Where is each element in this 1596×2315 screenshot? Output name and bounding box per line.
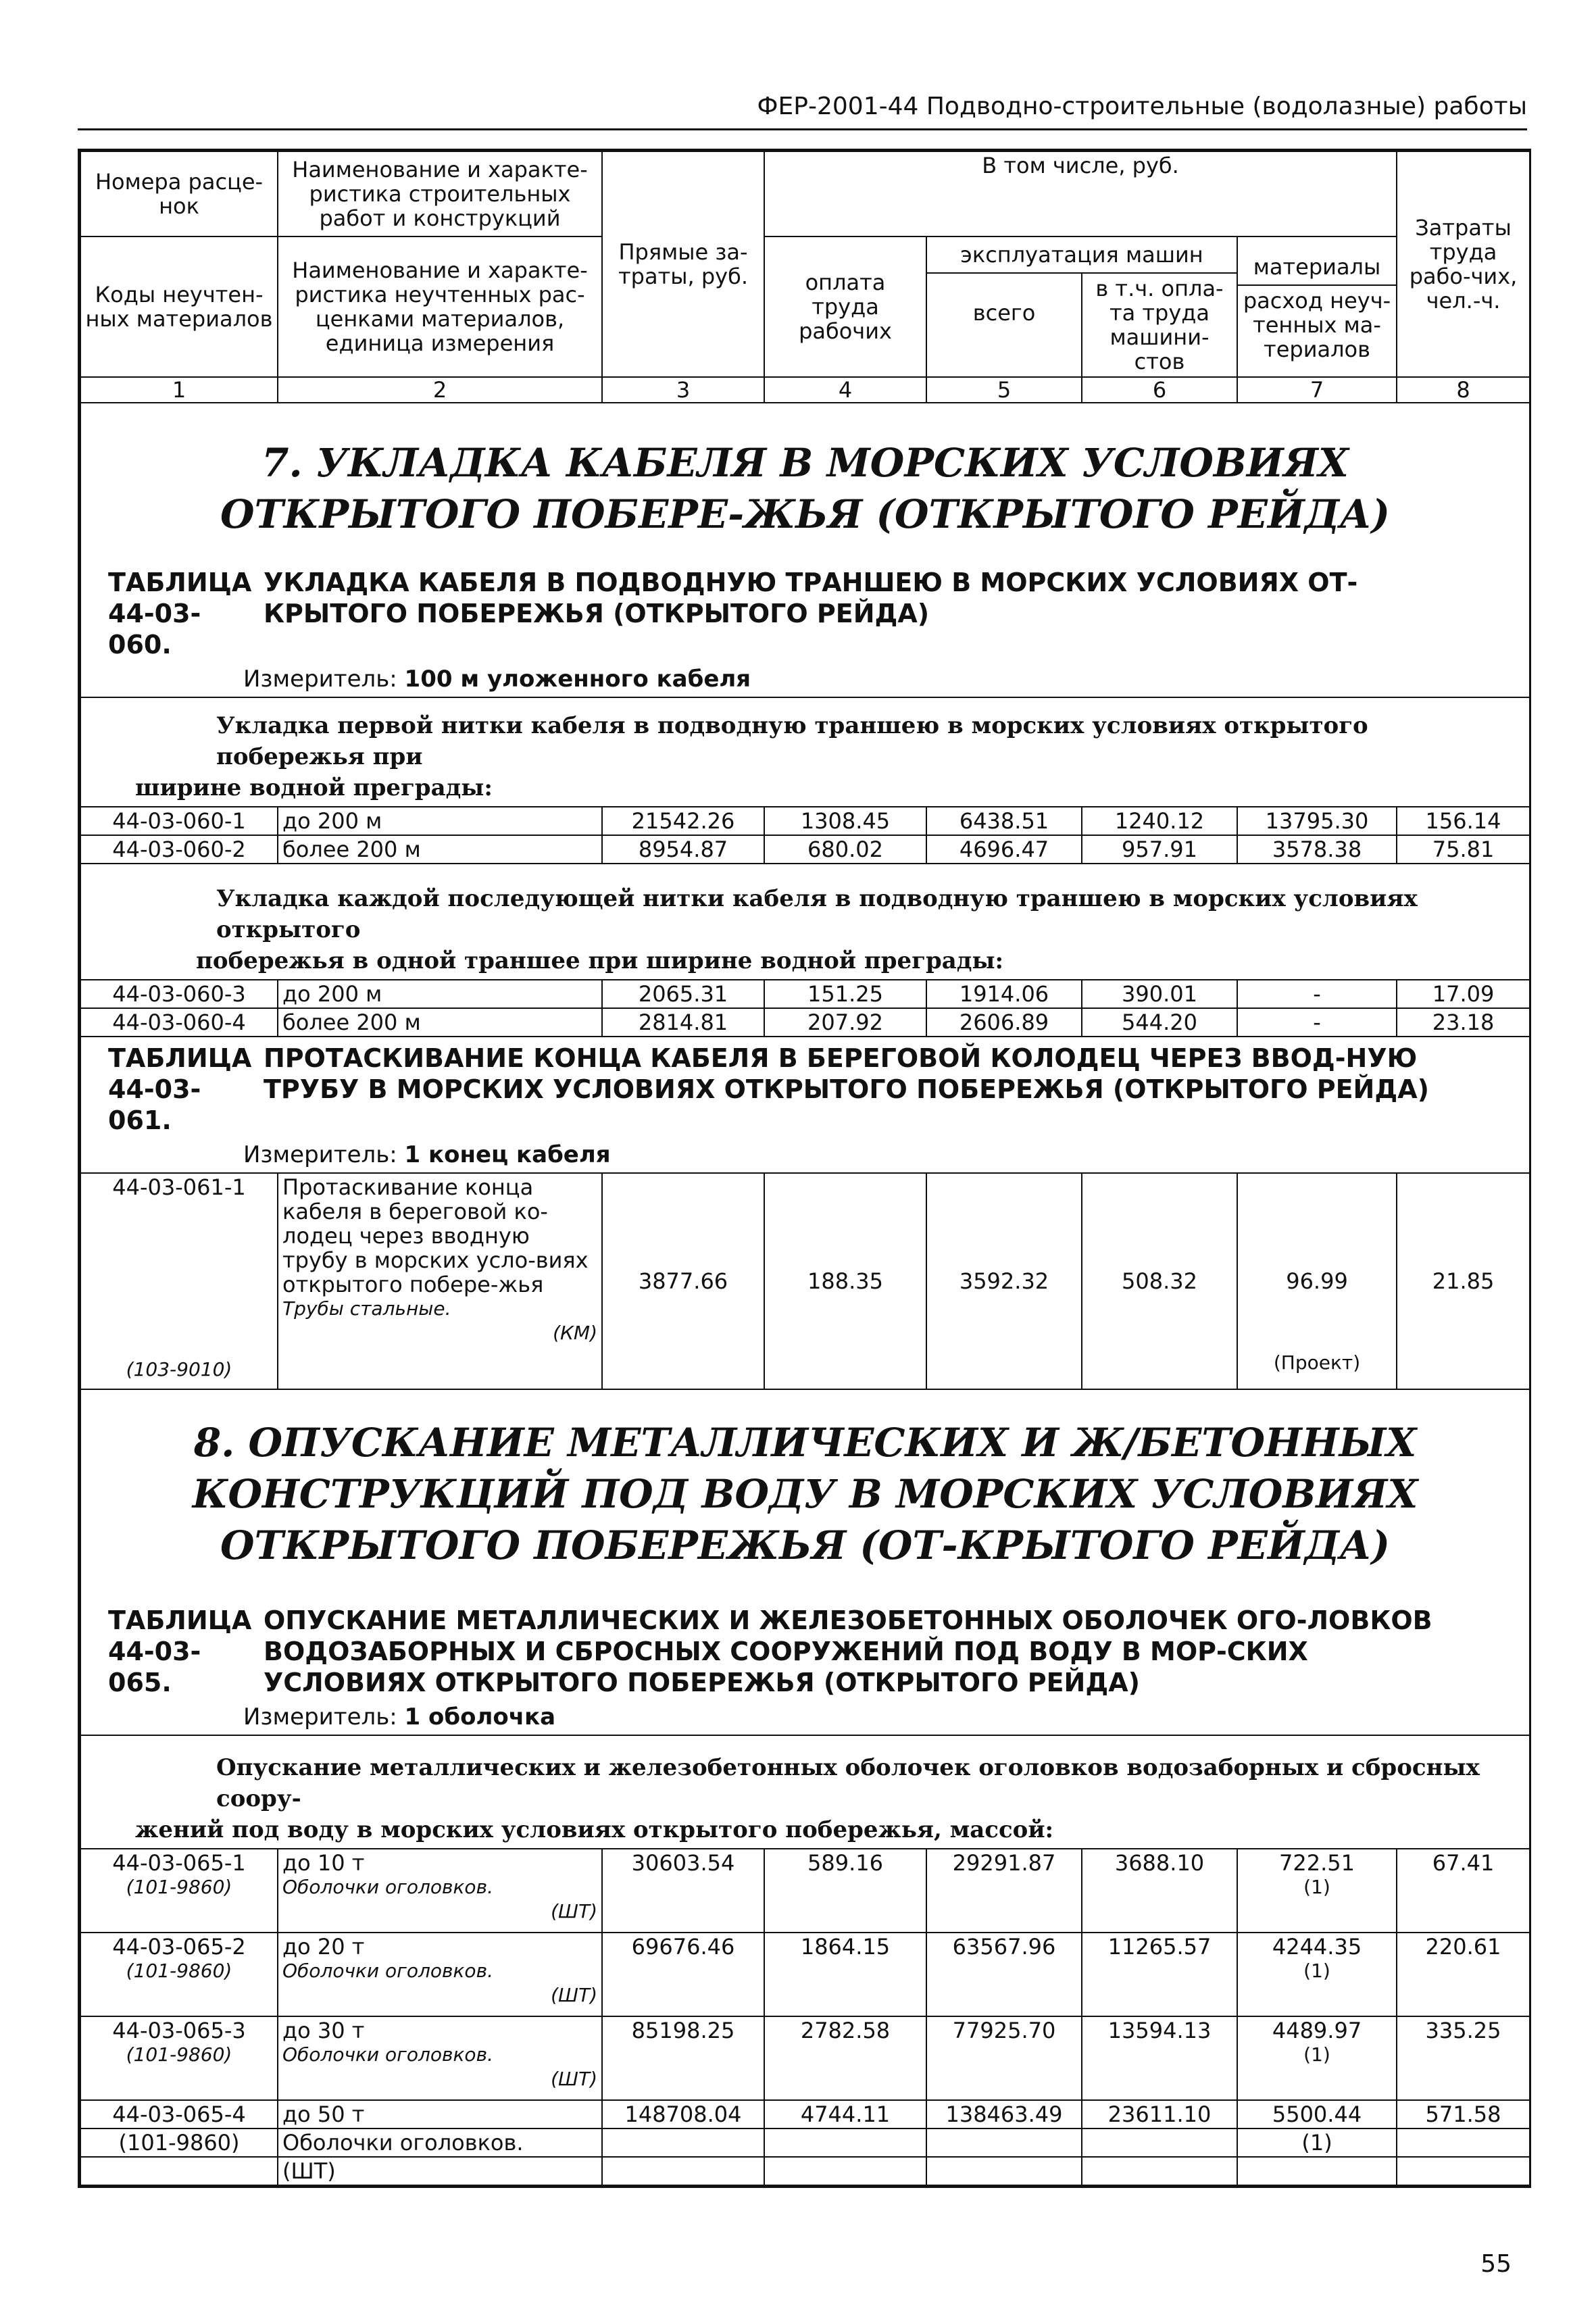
table-065-measure: [81, 1698, 1529, 1735]
table-060-title: [81, 567, 1529, 660]
row-labor-hours: 21.85: [1397, 1173, 1530, 1389]
row-materials: [1237, 1173, 1397, 1389]
section-7-title: 7. УКЛАДКА КАБЕЛЯ В МОРСКИХ УСЛОВИЯХ ОТКРЫТОГО ПОБЕРЕ-ЖЬЯ (ОТКРЫТОГО РЕЙДА): [220, 440, 1391, 537]
row-direct-cost: 21542.26: [602, 807, 764, 835]
table-row: [80, 835, 1530, 864]
measure-label: Измеритель:: [243, 1703, 397, 1731]
material-qty: (1): [1303, 2043, 1330, 2066]
group-title-line: Укладка каждой последующей нитки кабеля в подводную траншею в морских условиях открытого: [216, 885, 1418, 943]
row-name-text: до 30 т: [282, 2018, 365, 2043]
table-065-title: [81, 1591, 1529, 1698]
row-direct-cost: 2065.31: [602, 980, 764, 1008]
group-060-first-thread: [81, 698, 1529, 806]
row-machines: 2606.89: [926, 1008, 1082, 1037]
row-machinist-wages: 508.32: [1082, 1173, 1237, 1389]
col-header-name: Наименование и характе-ристика строительных работ и конструкций: [278, 151, 602, 237]
col-header-materials-group: [1237, 237, 1397, 377]
row-labor-hours: 75.81: [1397, 835, 1530, 864]
row-wages: 207.92: [764, 1008, 926, 1037]
table-061-title: [81, 1043, 1529, 1136]
row-materials-value: 4244.35: [1272, 1934, 1362, 1960]
measure-value: 1 оболочка: [404, 1703, 556, 1731]
row-machines: 138463.49: [926, 2100, 1082, 2129]
row-code: [80, 1933, 278, 2016]
price-table: [78, 149, 1531, 2188]
row-name: более 200 м: [278, 1008, 602, 1037]
col-header-unaccounted-materials: расход неуч-тенных ма-териалов: [1243, 288, 1391, 362]
row-materials: -: [1237, 980, 1397, 1008]
col-num: 2: [278, 377, 602, 403]
table-row: [80, 980, 1530, 1008]
material-code: (101-9860): [126, 1960, 232, 1982]
material-name: Оболочки оголовков.: [282, 2043, 493, 2066]
table-061-measure: [81, 1136, 1529, 1172]
col-header-wages: оплата труда рабочих: [764, 237, 926, 377]
row-direct-cost: 8954.87: [602, 835, 764, 864]
col-header-machinist-wages: в т.ч. опла-та труда машини-стов: [1095, 276, 1224, 374]
row-name: более 200 м: [278, 835, 602, 864]
row-labor-hours: 156.14: [1397, 807, 1530, 835]
table-065-label: ТАБЛИЦА 44-03-065.: [108, 1605, 252, 1697]
row-materials-value: 722.51: [1279, 1850, 1355, 1876]
col-header-machines-group: [926, 237, 1237, 377]
row-name-text: Протаскивание конца кабеля в береговой ко-лодец через вводную трубу в морских усло-виях открытого побере-жья: [282, 1174, 589, 1297]
row-code-value: 44-03-061-1: [112, 1174, 246, 1200]
measure-value: 1 конец кабеля: [404, 1141, 611, 1168]
table-061-label: ТАБЛИЦА 44-03-061.: [108, 1043, 252, 1135]
group-title-line: жений под воду в морских условиях открытого побережья, массой:: [135, 1816, 1054, 1843]
row-wages: 4744.11: [764, 2100, 926, 2129]
table-row: [80, 1933, 1530, 2016]
row-name: [278, 1173, 602, 1389]
row-machinist-wages: 23611.10: [1082, 2100, 1237, 2129]
table-061-text: ПРОТАСКИВАНИЕ КОНЦА КАБЕЛЯ В БЕРЕГОВОЙ КОЛОДЕЦ ЧЕРЕЗ ВВОД-НУЮ ТРУБУ В МОРСКИХ УСЛОВИЯХ ОТКРЫТОГО ПОБЕРЕЖЬЯ (ОТКРЫТОГО РЕЙДА): [264, 1043, 1429, 1104]
col-num: 3: [602, 377, 764, 403]
row-code: 44-03-060-4: [80, 1008, 278, 1037]
col-num: 8: [1397, 377, 1530, 403]
material-qty: (1): [1237, 2129, 1397, 2157]
material-qty: (Проект): [1273, 1351, 1361, 1374]
col-header-material-code: Коды неучтен-ных материалов: [80, 237, 278, 377]
row-wages: 680.02: [764, 835, 926, 864]
row-code-value: 44-03-065-3: [112, 2018, 246, 2043]
col-header-machines-total: всего: [927, 274, 1082, 376]
row-name: [278, 1933, 602, 2016]
row-wages: 2782.58: [764, 2016, 926, 2100]
col-header-code: Номера расце-нок: [80, 151, 278, 237]
table-row: [80, 1008, 1530, 1037]
row-materials: 3578.38: [1237, 835, 1397, 864]
group-060-next-thread: [81, 864, 1529, 979]
table-060-text: УКЛАДКА КАБЕЛЯ В ПОДВОДНУЮ ТРАНШЕЮ В МОРСКИХ УСЛОВИЯХ ОТ-КРЫТОГО ПОБЕРЕЖЬЯ (ОТКРЫТОГО РЕЙДА): [264, 568, 1358, 628]
material-unit: (ШТ): [551, 1900, 597, 1922]
row-labor-hours: 220.61: [1397, 1933, 1530, 2016]
row-code-value: 44-03-065-1: [112, 1850, 246, 1876]
col-header-labor-hours: Затраты труда рабо-чих, чел.-ч.: [1397, 151, 1530, 377]
row-name: до 200 м: [278, 980, 602, 1008]
row-machines: 6438.51: [926, 807, 1082, 835]
material-unit: (ШТ): [551, 2068, 597, 2090]
column-numbers-row: [80, 377, 1530, 403]
section-8-title: 8. ОПУСКАНИЕ МЕТАЛЛИЧЕСКИХ И Ж/БЕТОННЫХ КОНСТРУКЦИЙ ПОД ВОДУ В МОРСКИХ УСЛОВИЯХ ОТКРЫТОГО ПОБЕРЕЖЬЯ (ОТ-КРЫТОГО РЕЙДА): [192, 1420, 1418, 1568]
row-materials-value: 96.99: [1286, 1268, 1348, 1294]
row-wages: 589.16: [764, 1849, 926, 1933]
row-name: до 50 т: [278, 2100, 602, 2129]
table-row-material: [80, 2129, 1530, 2157]
material-unit: (КМ): [553, 1322, 597, 1344]
row-code: 44-03-060-2: [80, 835, 278, 864]
row-direct-cost: 69676.46: [602, 1933, 764, 2016]
row-name: [278, 2016, 602, 2100]
material-code: (103-9010): [126, 1358, 232, 1380]
row-code: [80, 1173, 278, 1389]
row-wages: 1864.15: [764, 1933, 926, 2016]
running-header: ФЕР-2001-44 Подводно-строительные (водолазные) работы: [78, 88, 1527, 130]
row-materials-value: 4489.97: [1272, 2018, 1362, 2043]
row-name: до 200 м: [278, 807, 602, 835]
material-name: Оболочки оголовков.: [282, 1960, 493, 1982]
material-code: (101-9860): [80, 2129, 278, 2157]
table-060-measure: [81, 660, 1529, 697]
col-num: 4: [764, 377, 926, 403]
row-materials: -: [1237, 1008, 1397, 1037]
material-name: Оболочки оголовков.: [278, 2129, 602, 2157]
row-code: 44-03-065-4: [80, 2100, 278, 2129]
table-row: [80, 1849, 1530, 1933]
row-machines: 29291.87: [926, 1849, 1082, 1933]
row-direct-cost: 30603.54: [602, 1849, 764, 1933]
col-header-including: В том числе, руб.: [764, 151, 1397, 237]
material-qty: (1): [1303, 1960, 1330, 1982]
row-machines: 3592.32: [926, 1173, 1082, 1389]
row-direct-cost: 2814.81: [602, 1008, 764, 1037]
row-code: 44-03-060-1: [80, 807, 278, 835]
row-labor-hours: 67.41: [1397, 1849, 1530, 1933]
col-num: 7: [1237, 377, 1397, 403]
row-materials: 5500.44: [1237, 2100, 1397, 2129]
table-row: [80, 1173, 1530, 1389]
measure-label: Измеритель:: [243, 1141, 397, 1168]
row-labor-hours: 17.09: [1397, 980, 1530, 1008]
measure-value: 100 м уложенного кабеля: [404, 666, 751, 693]
col-num: 6: [1082, 377, 1237, 403]
material-code: (101-9860): [126, 2043, 232, 2066]
row-name: [278, 1849, 602, 1933]
material-name: Трубы стальные.: [282, 1297, 451, 1320]
row-machines: 77925.70: [926, 2016, 1082, 2100]
row-machinist-wages: 3688.10: [1082, 1849, 1237, 1933]
row-machinist-wages: 1240.12: [1082, 807, 1237, 835]
row-name-text: до 10 т: [282, 1850, 365, 1876]
row-machinist-wages: 544.20: [1082, 1008, 1237, 1037]
row-labor-hours: 23.18: [1397, 1008, 1530, 1037]
row-machinist-wages: 13594.13: [1082, 2016, 1237, 2100]
row-machinist-wages: 390.01: [1082, 980, 1237, 1008]
material-unit: (ШТ): [278, 2157, 602, 2185]
group-title-line: Опускание металлических и железобетонных оболочек оголовков водозаборных и сбросных соору-: [216, 1754, 1480, 1812]
row-machines: 1914.06: [926, 980, 1082, 1008]
row-machinist-wages: 957.91: [1082, 835, 1237, 864]
row-name-text: до 20 т: [282, 1934, 365, 1960]
col-header-direct-cost: Прямые за-траты, руб.: [602, 151, 764, 377]
row-machines: 4696.47: [926, 835, 1082, 864]
material-qty: (1): [1303, 1876, 1330, 1898]
row-labor-hours: 335.25: [1397, 2016, 1530, 2100]
table-row: [80, 807, 1530, 835]
table-060-label: ТАБЛИЦА 44-03-060.: [108, 568, 252, 659]
row-wages: 188.35: [764, 1173, 926, 1389]
row-code: [80, 2016, 278, 2100]
row-materials: [1237, 1849, 1397, 1933]
group-065: [81, 1736, 1529, 1848]
col-header-machines: эксплуатация машин: [927, 237, 1237, 274]
row-code-value: 44-03-065-2: [112, 1934, 246, 1960]
page-number: 55: [1480, 2250, 1512, 2278]
row-wages: 1308.45: [764, 807, 926, 835]
measure-label: Измеритель:: [243, 666, 397, 693]
material-name: Оболочки оголовков.: [282, 1876, 493, 1898]
col-num: 1: [80, 377, 278, 403]
col-header-material-name: Наименование и характе-ристика неучтенных рас-ценками материалов, единица измерения: [278, 237, 602, 377]
row-materials: [1237, 2016, 1397, 2100]
material-unit: (ШТ): [551, 1984, 597, 2006]
col-header-materials: материалы: [1238, 249, 1396, 286]
row-direct-cost: 3877.66: [602, 1173, 764, 1389]
group-title-line: Укладка первой нитки кабеля в подводную траншею в морских условиях открытого побережья при: [216, 712, 1368, 770]
table-row: [80, 2100, 1530, 2129]
row-direct-cost: 85198.25: [602, 2016, 764, 2100]
col-num: 5: [926, 377, 1082, 403]
row-machinist-wages: 11265.57: [1082, 1933, 1237, 2016]
table-row-unit: [80, 2157, 1530, 2185]
row-code: 44-03-060-3: [80, 980, 278, 1008]
table-065-text: ОПУСКАНИЕ МЕТАЛЛИЧЕСКИХ И ЖЕЛЕЗОБЕТОННЫХ ОБОЛОЧЕК ОГО-ЛОВКОВ ВОДОЗАБОРНЫХ И СБРОСНЫХ СООРУЖЕНИЙ ПОД ВОДУ В МОР-СКИХ УСЛОВИЯХ ОТКРЫТОГО ПОБЕРЕЖЬЯ (ОТКРЫТОГО РЕЙДА): [264, 1605, 1432, 1697]
row-labor-hours: 571.58: [1397, 2100, 1530, 2129]
row-materials: 13795.30: [1237, 807, 1397, 835]
row-direct-cost: 148708.04: [602, 2100, 764, 2129]
row-machines: 63567.96: [926, 1933, 1082, 2016]
group-title-line: ширине водной преграды:: [135, 774, 493, 801]
table-row: [80, 2016, 1530, 2100]
material-code: (101-9860): [126, 1876, 232, 1898]
row-code: [80, 1849, 278, 1933]
row-wages: 151.25: [764, 980, 926, 1008]
row-materials: [1237, 1933, 1397, 2016]
group-title-line: побережья в одной траншее при ширине водной преграды:: [196, 947, 1004, 974]
